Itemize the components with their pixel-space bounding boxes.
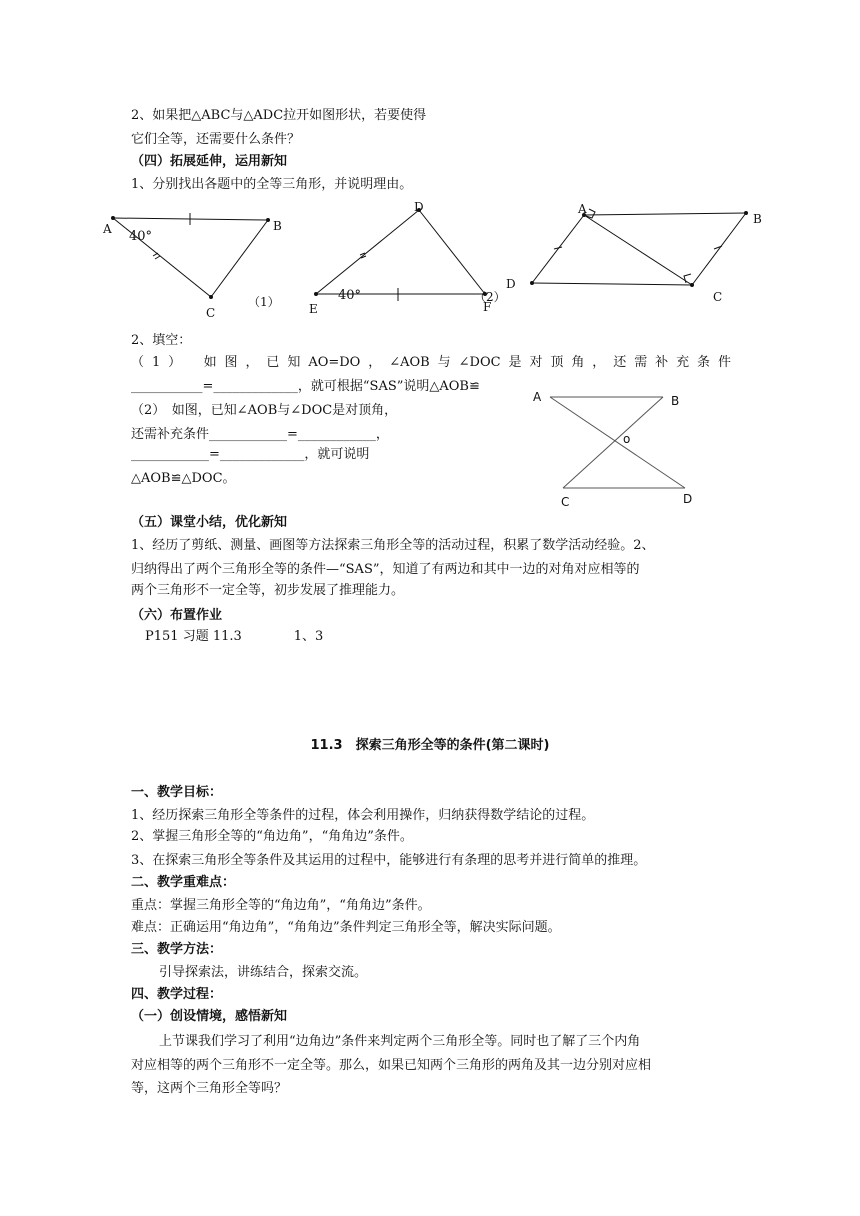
fig1-caption: （1） — [248, 295, 280, 309]
goal-1: 1、经历探索三角形全等条件的过程，体会利用操作，归纳获得数学结论的过程。 — [131, 808, 595, 823]
fig4-label-d: D — [683, 492, 693, 506]
fig3-label-d: D — [506, 277, 516, 291]
goal-2: 2、掌握三角形全等的“角边角”，“角角边”条件。 — [131, 829, 413, 844]
lesson-2-title: 11.3 探索三角形全等的条件(第二课时) — [310, 738, 550, 753]
fig1-label-c: C — [206, 306, 216, 320]
goals-heading: 一、教学目标： — [131, 785, 223, 800]
fill-part-2-line-1: （2） 如图，已知∠AOB与∠DOC是对顶角， — [131, 403, 398, 418]
fig4-label-o: o — [623, 432, 631, 446]
fig2-label-e: E — [309, 302, 318, 316]
fig3-label-c: C — [713, 290, 723, 304]
fill-part-2-line-2: 还需补充条件____________=____________， — [131, 427, 389, 442]
fig2-caption: （2） — [474, 290, 506, 304]
intro-line-2: 对应相等的两个三角形不一定全等。那么，如果已知两个三角形的两角及其一边分别对应相 — [131, 1058, 652, 1073]
goal-3: 3、在探索三角形全等条件及其运用的过程中，能够进行有条理的思考并进行简单的推理。 — [131, 853, 647, 868]
section-6-heading: （六）布置作业 — [131, 608, 223, 623]
fill-part-2-line-3: ____________=_____________，就可说明 — [131, 447, 370, 462]
question-2-line-2: 它们全等，还需要什么条件？ — [131, 132, 301, 147]
fig3-label-a: A — [578, 202, 587, 216]
fig4-label-b: B — [671, 394, 680, 408]
method-text: 引导探索法，讲练结合，探索交流。 — [159, 965, 368, 980]
method-heading: 三、教学方法： — [131, 942, 223, 957]
fill-part-2-line-4: △AOB≌△DOC。 — [131, 471, 236, 486]
difficult-point: 难点：正确运用“角边角”，“角角边”条件判定三角形全等，解决实际问题。 — [131, 920, 561, 935]
section-5-line-3: 两个三角形不一定全等，初步发展了推理能力。 — [131, 583, 405, 598]
figure-3-quadrilateral-abcd — [531, 209, 748, 287]
fig1-angle-label: 40° — [129, 229, 153, 244]
fig2-angle-label: 40° — [338, 288, 362, 303]
subsection-1-heading: （一）创设情境，感悟新知 — [131, 1009, 288, 1024]
triangle-figures — [0, 195, 860, 335]
fig2-label-f: F — [483, 300, 492, 314]
section-5-heading: （五）课堂小结，优化新知 — [131, 515, 288, 530]
intro-line-3: 等，这两个三角形全等吗？ — [131, 1081, 288, 1096]
fig4-label-c: C — [561, 495, 570, 509]
key-point: 重点：掌握三角形全等的“角边角”，“角角边”条件。 — [131, 898, 431, 913]
figure-1-triangle-abc — [112, 213, 270, 299]
question-2-line-1: 2、如果把△ABC与△ADC拉开如图形状，若要使得 — [131, 108, 427, 123]
process-heading: 四、教学过程： — [131, 987, 223, 1002]
fig4-label-a: A — [533, 390, 542, 404]
section-4-heading: （四）拓展延伸，运用新知 — [131, 154, 288, 169]
fill-part-1-line-2: ___________=_____________，就可根据“SAS”说明△AOB≌ — [131, 379, 480, 394]
fill-heading: 2、填空： — [131, 333, 192, 348]
section-5-line-2: 归纳得出了两个三角形全等的条件—“SAS”，知道了有两边和其中一边的对角对应相等的 — [131, 562, 640, 577]
fig1-label-a: A — [103, 222, 112, 236]
section-5-line-1: 1、经历了剪纸、测量、画图等方法探索三角形全等的活动过程，积累了数学活动经验。2、 — [131, 538, 655, 553]
fill-part-1-line-1: （1） 如图，已知AO=DO，∠AOB与∠DOC是对顶角，还需补充条件 — [131, 355, 731, 370]
fig2-label-d: D — [414, 200, 424, 214]
homework-line: P151 习题 11.3 1、3 — [145, 629, 324, 644]
key-points-heading: 二、教学重难点： — [131, 875, 236, 890]
figure-4-vertical-angles — [525, 385, 725, 515]
fig3-label-b: B — [753, 212, 762, 226]
section-4-question-1: 1、分别找出各题中的全等三角形，并说明理由。 — [131, 177, 413, 192]
intro-line-1: 上节课我们学习了利用“边角边”条件来判定两个三角形全等。同时也了解了三个内角 — [159, 1034, 641, 1049]
fig1-label-b: B — [273, 219, 282, 233]
